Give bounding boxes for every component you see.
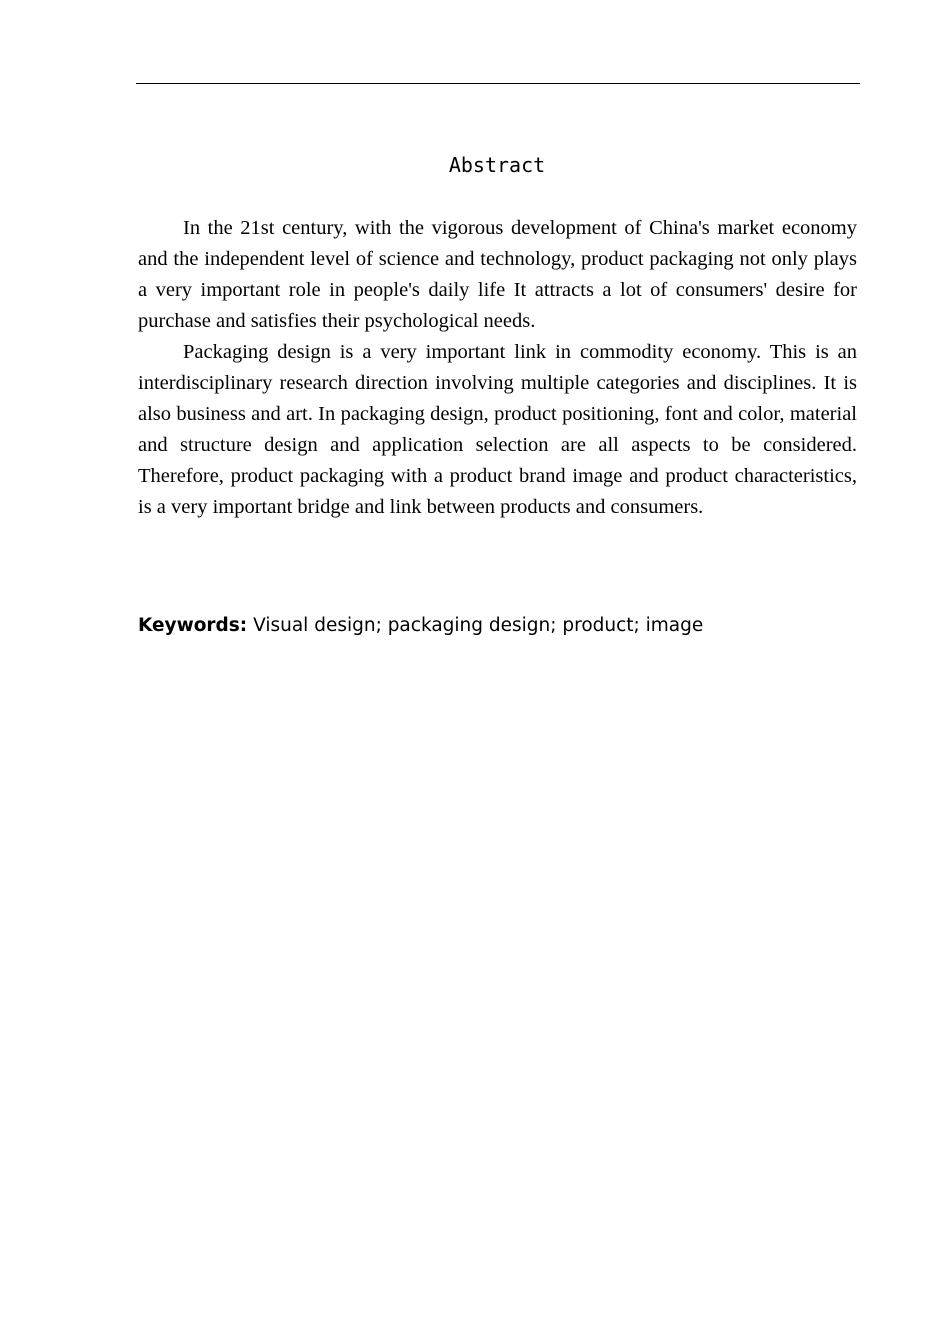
abstract-paragraph-2: Packaging design is a very important link in commodity economy. This is an interdisciplinary research direction involving multiple categories and disciplines. It is also business and art. In packaging design, product positioning, font and color, material and structure design and application selection are all aspects to be considered. Therefore, product packaging with a product brand image and product characteristics, is a very important bridge and link between products and consumers.: [138, 341, 857, 518]
abstract-title: Abstract: [448, 153, 546, 177]
abstract-body: [138, 213, 857, 523]
header-rule: [136, 83, 860, 84]
keywords-label: Keywords:: [138, 615, 248, 636]
keywords-line: [138, 612, 857, 640]
keywords-text: Visual design; packaging design; product; image: [253, 615, 704, 636]
abstract-paragraph-1: In the 21st century, with the vigorous development of China's market economy and the independent level of science and technology, product packaging not only plays a very important role in people's daily life It attracts a lot of consumers' desire for purchase and satisfies their psychological needs.: [138, 217, 857, 332]
